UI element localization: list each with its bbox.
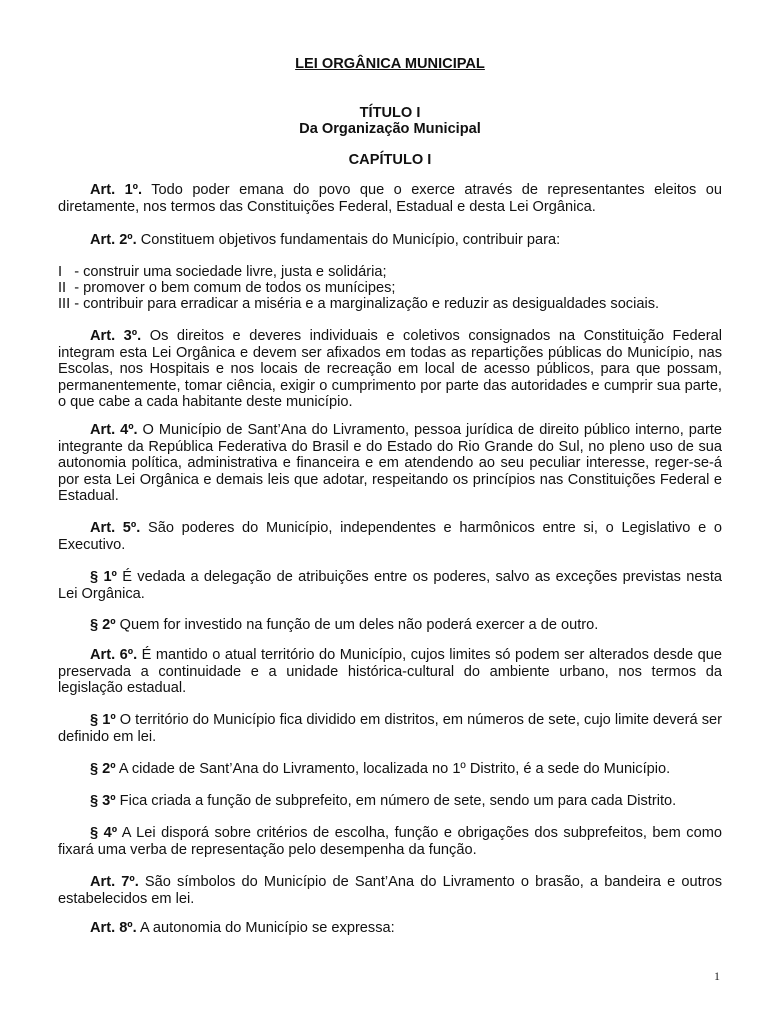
article-label: Art. 1º. (90, 182, 143, 198)
article-text: O Município de Sant’Ana do Livramento, pessoa jurídica de direito público interno, parte integrante da República Federativa do Brasil e do Estado do Rio Grande do Sul, no pleno uso de sua autonomia política, administrativa e financeira e em atendendo ao seu peculiar interesse, reger-se-á por esta Lei Orgânica e demais leis que adotar, respeitando os princípios nas Constituições Federal e Estadual. (58, 422, 722, 504)
article-label: Art. 5º. (90, 520, 141, 536)
article-text: São símbolos do Município de Sant’Ana do Livramento o brasão, a bandeira e outros estabelecidos em lei. (58, 874, 722, 907)
paragraph-label: § 1º (90, 569, 117, 585)
paragraph-label: § 4º (90, 825, 118, 841)
article-text: Os direitos e deveres individuais e coletivos consignados na Constituição Federal integram esta Lei Orgânica e devem ser afixados em todas as repartições públicas do Município, nas Escolas, nos Hospitais e nos locais de recreação em local de acesso públicos, para que possam, permanentemente, tomar ciência, exigir o cumprimento por parte das autoridades e cumprir sua parte, o que cabe a cada habitante deste município. (58, 328, 722, 410)
list-item: III - contribuir para erradicar a miséria e a marginalização e reduzir as desigualdades sociais. (58, 296, 660, 312)
article-label: Art. 3º. (90, 328, 142, 344)
article-6-paragraph-1 (58, 712, 722, 745)
article-8 (58, 920, 722, 937)
paragraph-text: A cidade de Sant’Ana do Livramento, localizada no 1º Distrito, é a sede do Município. (115, 761, 671, 777)
paragraph-label: § 1º (90, 712, 116, 728)
article-label: Art. 4º. (90, 422, 138, 438)
chapter-heading: CAPÍTULO I (348, 152, 432, 168)
article-6-paragraph-4 (58, 825, 722, 858)
article-6-paragraph-2 (58, 761, 722, 778)
article-label: Art. 7º. (90, 874, 139, 890)
paragraph-text: A Lei disporá sobre critérios de escolha, função e obrigações dos subprefeitos, bem como fixará uma verba de representação pelo desempenha da função. (58, 825, 722, 858)
page-number: 1 (714, 969, 720, 983)
article-5-paragraph-2 (58, 617, 722, 634)
paragraph-label: § 3º (90, 793, 116, 809)
article-5-paragraph-1 (58, 569, 722, 602)
article-6-paragraph-3 (58, 793, 722, 810)
paragraph-label: § 2º (90, 617, 116, 633)
article-label: Art. 8º. (90, 920, 137, 936)
article-text: A autonomia do Município se expressa: (136, 920, 395, 936)
article-4 (58, 422, 722, 505)
article-text: É mantido o atual território do Município, cujos limites só podem ser alterados desde que preservada a continuidade e a unidade histórica-cultural do ambiente urbano, nos termos da legislação estadual. (58, 647, 722, 696)
list-item: II - promover o bem comum de todos os munícipes; (58, 280, 396, 296)
title-subheading: Da Organização Municipal (299, 121, 481, 137)
article-text: Constituem objetivos fundamentais do Município, contribuir para: (136, 232, 561, 248)
paragraph-text: É vedada a delegação de atribuições entre os poderes, salvo as exceções previstas nesta Lei Orgânica. (58, 569, 722, 602)
article-label: Art. 6º. (90, 647, 138, 663)
list-item: I - construir uma sociedade livre, justa e solidária; (58, 264, 387, 280)
paragraph-text: Quem for investido na função de um deles não poderá exercer a de outro. (115, 617, 599, 633)
article-1 (58, 182, 722, 215)
document-title: LEI ORGÂNICA MUNICIPAL (295, 56, 485, 72)
article-3 (58, 328, 722, 411)
article-5 (58, 520, 722, 553)
paragraph-label: § 2º (90, 761, 116, 777)
article-7 (58, 874, 722, 907)
article-label: Art. 2º. (90, 232, 137, 248)
article-2 (58, 232, 722, 249)
title-heading: TÍTULO I (359, 105, 421, 121)
paragraph-text: Fica criada a função de subprefeito, em número de sete, sendo um para cada Distrito. (115, 793, 677, 809)
article-text: Todo poder emana do povo que o exerce através de representantes eleitos ou diretamente, nos termos das Constituições Federal, Estadual e desta Lei Orgânica. (58, 182, 722, 215)
article-6 (58, 647, 722, 697)
article-text: São poderes do Município, independentes e harmônicos entre si, o Legislativo e o Executivo. (58, 520, 722, 553)
paragraph-text: O território do Município fica dividido em distritos, em números de sete, cujo limite deverá ser definido em lei. (58, 712, 723, 745)
